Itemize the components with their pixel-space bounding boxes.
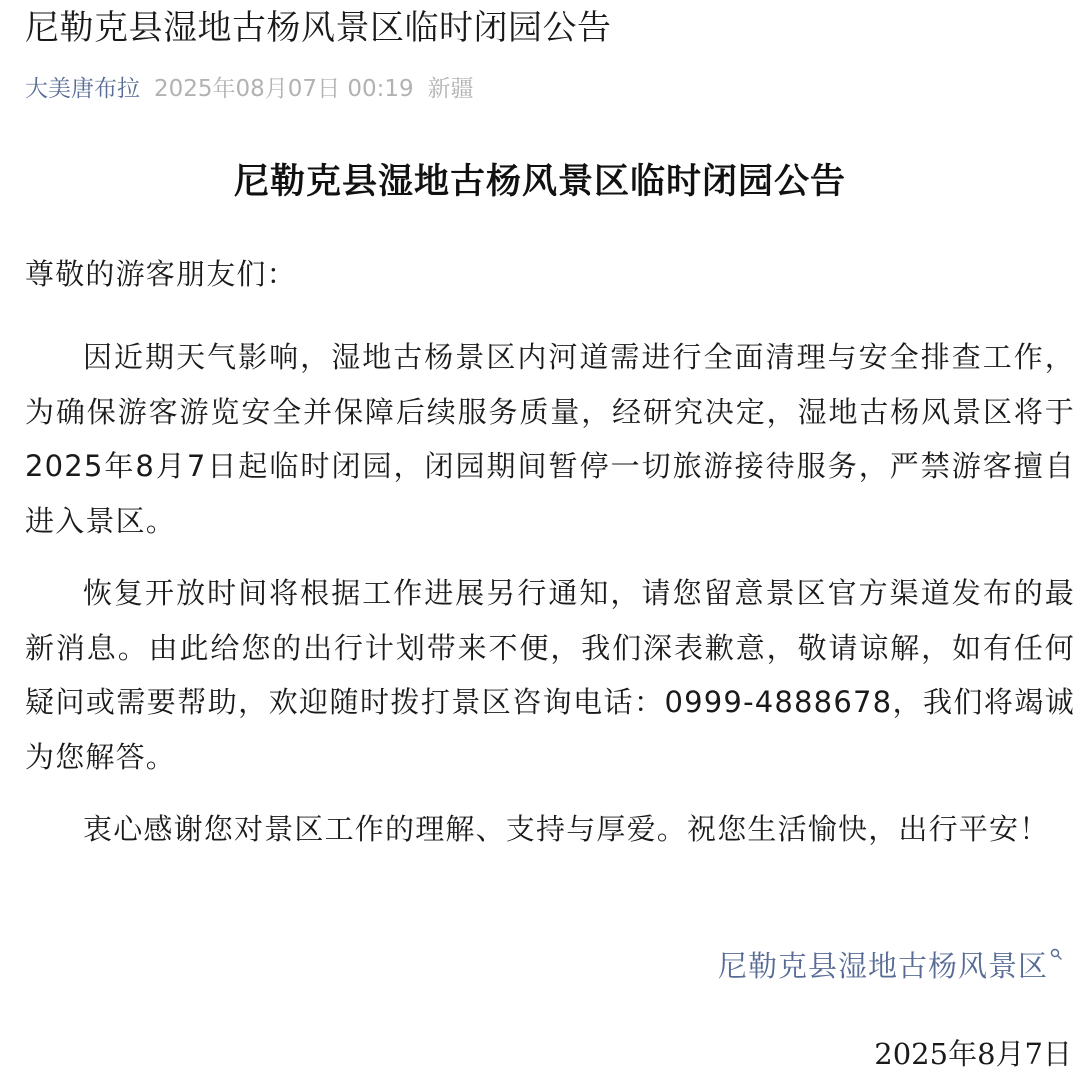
notice-paragraph: 衷心感谢您对景区工作的理解、支持与厚爱。祝您生活愉快，出行平安！	[83, 812, 1050, 846]
publish-location: 新疆	[427, 76, 474, 102]
notice-salutation: 尊敬的游客朋友们：	[25, 257, 297, 291]
notice-paragraph: 恢复开放时间将根据工作进展另行通知，请您留意景区官方渠道发布的最新消息。由此给您的出行计划带来不便，我们深表歉意，敬请谅解，如有任何疑问或需要帮助，欢迎随时拨打景区咨询电话：0999-4888678，我们将竭诚为您解答。	[25, 576, 1075, 774]
notice-paragraph: 因近期天气影响，湿地古杨景区内河道需进行全面清理与安全排查工作，为确保游客游览安全并保障后续服务质量，经研究决定，湿地古杨风景区将于2025年8月7日起临时闭园，闭园期间暂停一切旅游接待服务，严禁游客擅自进入景区。	[25, 340, 1075, 538]
signature-date: 2025年8月7日	[874, 1037, 1072, 1071]
article-meta	[25, 72, 488, 106]
notice-heading: 尼勒克县湿地古杨风景区临时闭园公告	[233, 162, 846, 202]
signature-text: 尼勒克县湿地古杨风景区	[717, 949, 1048, 983]
publish-date: 2025年08月07日 00:19	[154, 76, 414, 102]
account-name-link[interactable]: 大美唐布拉	[25, 76, 140, 102]
article-title: 尼勒克县湿地古杨风景区临时闭园公告	[25, 8, 612, 48]
signature-link[interactable]	[718, 940, 1062, 992]
search-icon	[1050, 948, 1062, 960]
